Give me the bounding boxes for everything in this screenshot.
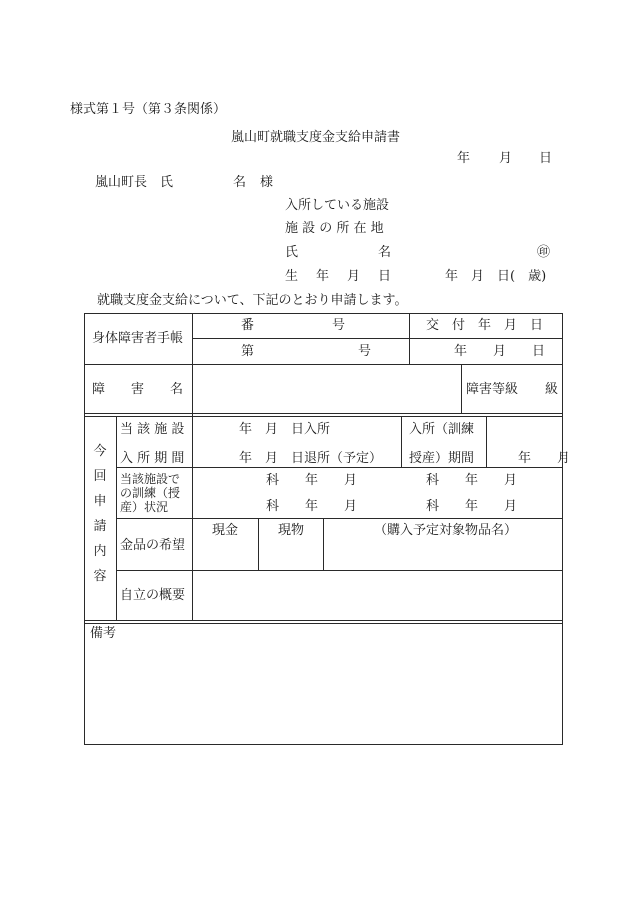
disability-grade-unit: 級 [545,382,559,397]
addressee-name: 名 [233,175,247,190]
birth-label-0: 生 [285,269,299,284]
training-status-label-2: の訓練（授 [120,486,181,500]
birth-value: 年 月 日( 歳) [445,269,547,284]
birth-label-3: 日 [378,269,392,284]
side-char: 今 [93,444,107,459]
side-char: 内 [93,544,107,559]
col-line-goods [323,518,324,570]
row-line-stay-bottom [116,467,563,468]
date-day: 日 [539,151,553,166]
remarks-label: 備考 [90,626,117,641]
disability-grade-label: 障害等級 [466,382,519,397]
applicant-name-label-2: 名 [378,245,392,260]
notebook-label: 身体障害者手帳 [92,331,184,346]
form-title: 嵐山町就職支度金支給申請書 [231,130,401,145]
birth-label-2: 月 [347,269,361,284]
col-line-training-value [486,416,487,467]
row-line-training-bottom [116,518,563,519]
row-line-preference-bottom [116,570,563,571]
row-line-disability-bottom [84,413,563,414]
current-application-side-label [92,445,108,583]
birth-label-1: 年 [316,269,330,284]
form-number: 様式第１号（第３条関係） [70,102,227,117]
training-period-label-1: 入所（訓練 [409,422,475,437]
addressee-mayor: 嵐山町長 氏 [95,175,174,190]
preference-label: 金品の希望 [120,538,186,553]
addressee-honorific: 様 [260,175,274,190]
date-month: 月 [499,151,513,166]
intro-text: 就職支度金支給について、下記のとおり申請します。 [97,293,408,308]
col-line-label [192,313,193,620]
row-line-disability-bottom-double [84,416,563,417]
notebook-number-value-1: 第 [241,344,255,359]
side-char: 容 [93,569,107,584]
col-line-cash [258,518,259,570]
preference-cash: 現金 [212,523,239,538]
date-year: 年 [457,151,471,166]
col-line-grade [461,364,462,413]
stay-exit: 年 月 日退所（予定） [239,451,383,466]
side-char: 申 [93,494,107,509]
col-line-issue [409,313,410,364]
seal-mark: ㊞ [537,245,551,260]
notebook-issue-header: 交 付 年 月 日 [426,318,544,333]
notebook-issue-value: 年 月 日 [454,344,546,359]
training-status-label-1: 当該施設で [120,472,181,486]
row-line-notebook-bottom [84,364,563,365]
training-status-cell: 科 年 月 [266,473,358,488]
stay-entry: 年 月 日入所 [239,422,331,437]
applicant-location-label: 施 設 の 所 在 地 [285,221,384,236]
training-status-cell: 科 年 月 [266,499,358,514]
training-status-cell: 科 年 月 [426,473,518,488]
training-status-label-3: 産）状況 [120,500,169,514]
stay-label-2: 入 所 期 間 [120,451,185,466]
training-status-cell: 科 年 月 [426,499,518,514]
training-period-value: 年 月 [518,451,571,466]
col-line-side [116,416,117,620]
notebook-number-header-1: 番 [241,318,255,333]
side-char: 請 [93,519,107,534]
side-char: 回 [93,469,107,484]
notebook-number-header-2: 号 [332,318,346,333]
applicant-name-label-1: 氏 [285,245,299,260]
independence-label: 自立の概要 [120,588,186,603]
row-line-notebook-mid [192,338,563,339]
col-line-training-period [401,416,402,467]
row-line-independence-bottom [84,620,563,621]
training-period-label-2: 授産）期間 [409,451,475,466]
row-line-independence-bottom-double [84,623,563,624]
disability-label: 障 害 名 [92,382,184,397]
notebook-number-value-2: 号 [358,344,372,359]
stay-label-1: 当 該 施 設 [120,422,185,437]
preference-goods-planned: （購入予定対象物品名） [374,523,518,538]
preference-goods: 現物 [278,523,305,538]
applicant-facility-label: 入所している施設 [285,198,390,213]
